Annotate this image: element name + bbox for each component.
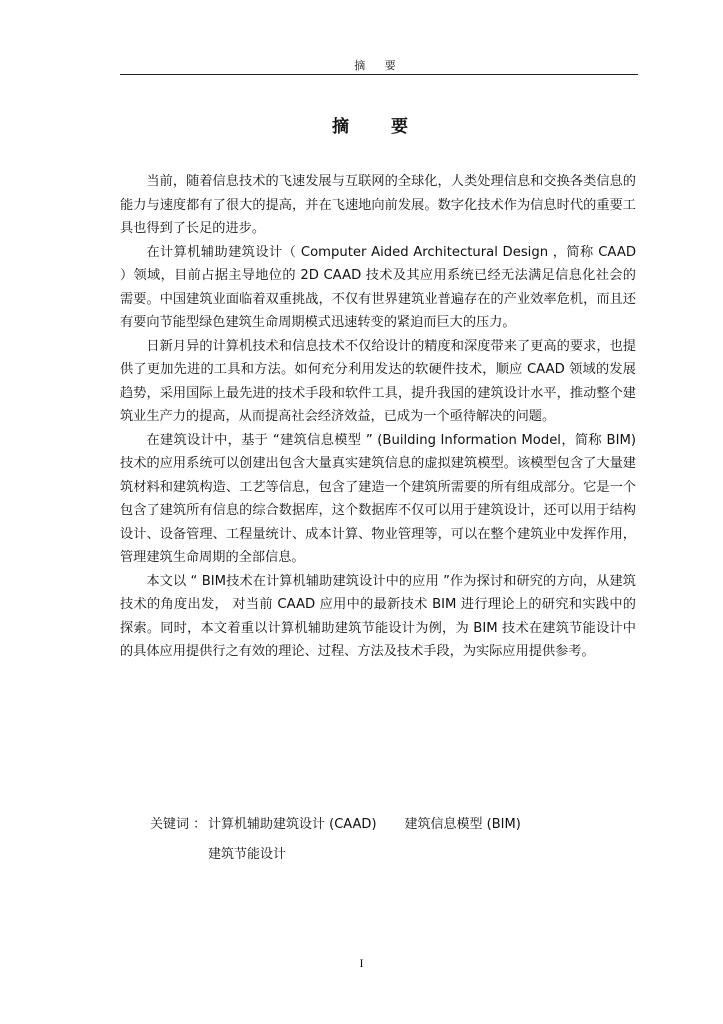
keywords-block bbox=[150, 810, 610, 870]
page-title: 摘 要 bbox=[332, 117, 426, 137]
abstract-paragraph: 本文以 “ BIM技术在计算机辅助建筑设计中的应用 ”作为探讨和研究的方向，从建筑技术的角度出发， 对当前 CAAD 应用中的最新技术 BIM 进行理论上的研究和实践中的探索。同时，本文着重以计算机辅助建筑节能设计为例，为 BIM 技术在建筑节能设计中的具体应用提供行之有效的理论、过程、方法及技术手段，为实际应用提供参考。 bbox=[120, 573, 636, 659]
abstract-paragraph: 在计算机辅助建筑设计（ Computer Aided Architectural Design ，简称 CAAD ）领域，目前占据主导地位的 2D CAAD 技术及其应用系统已经无法满足信息化社会的需要。中国建筑业面临着双重挑战，不仅有世界建筑业普遍存在的产业效率危机，而且还有要向节能型绿色建筑生命周期模式迅速转变的紧迫而巨大的压力。 bbox=[120, 244, 636, 330]
header-rule bbox=[120, 74, 638, 75]
page-number: I bbox=[359, 956, 364, 970]
keywords-label: 关键词 ： bbox=[150, 817, 207, 832]
keywords-row bbox=[150, 810, 610, 840]
keyword-item: 计算机辅助建筑设计 (CAAD) bbox=[208, 817, 377, 832]
keyword-item: 建筑信息模型 (BIM) bbox=[404, 817, 521, 832]
abstract-paragraph: 日新月异的计算机技术和信息技术不仅给设计的精度和深度带来了更高的要求，也提供了更加先进的工具和方法。如何充分利用发达的软硬件技术，顺应 CAAD 领域的发展趋势，采用国际上最先进的技术手段和软件工具，提升我国的建筑设计水平，推动整个建筑业生产力的提高，从而提高社会经济效益，已成为一个亟待解决的问题。 bbox=[120, 338, 636, 424]
abstract-paragraph: 当前，随着信息技术的飞速发展与互联网的全球化，人类处理信息和交换各类信息的能力与速度都有了很大的提高，并在飞速地向前发展。数字化技术作为信息时代的重要工具也得到了长足的进步。 bbox=[120, 174, 636, 236]
keyword-item: 建筑节能设计 bbox=[208, 847, 287, 862]
abstract-body bbox=[120, 170, 636, 664]
keywords-row bbox=[150, 840, 610, 870]
keyword-gap bbox=[377, 810, 405, 840]
abstract-paragraph: 在建筑设计中，基于 “建筑信息模型 ” (Building Information Model，简称 BIM)技术的应用系统可以创建出包含大量真实建筑信息的虚拟建筑模型。该模型包含了大量建筑材料和建筑构造、工艺等信息，包含了建造一个建筑所需要的所有组成部分。它是一个包含了建筑所有信息的综合数据库，这个数据库不仅可以用于建筑设计，还可以用于结构设计、设备管理、工程量统计、成本计算、物业管理等，可以在整个建筑业中发挥作用，管理建筑生命周期的全部信息。 bbox=[120, 432, 636, 565]
running-header: 摘 要 bbox=[354, 59, 404, 72]
